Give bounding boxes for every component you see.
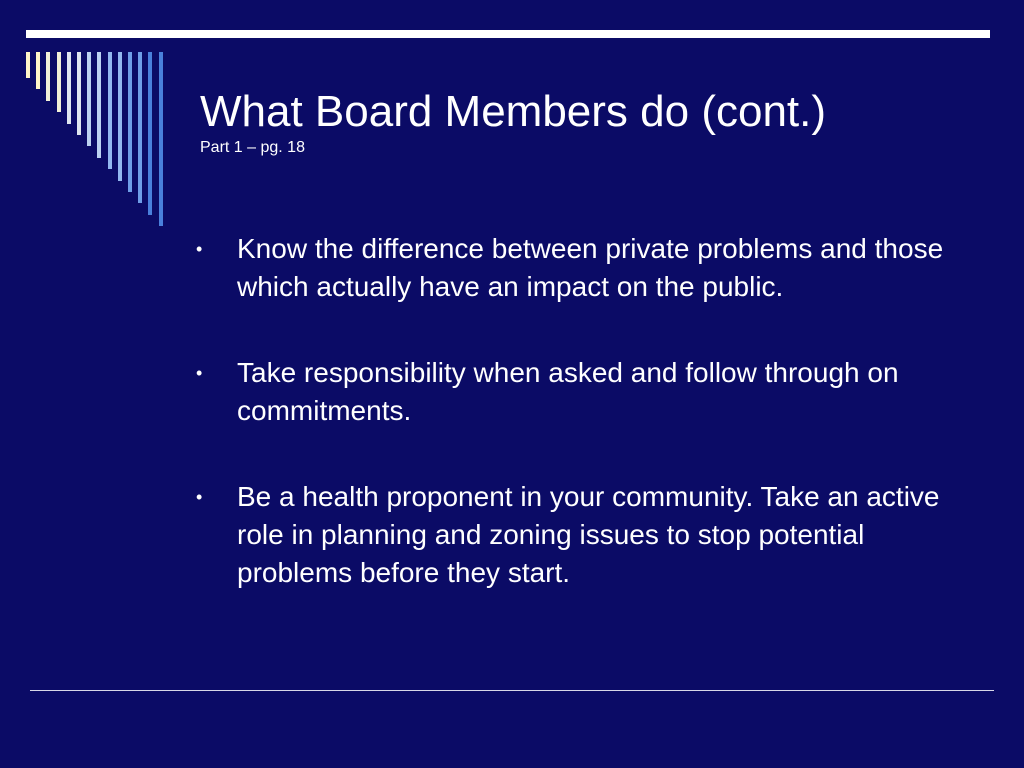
bullet-text: Be a health proponent in your community. Take an active role in planning and zoning issues to stop potential problems before they start.: [237, 481, 940, 588]
bullet-item: [196, 230, 976, 306]
slide-subtitle: Part 1 – pg. 18: [200, 139, 305, 156]
bullet-item: [196, 354, 976, 430]
bullet-text: Know the difference between private problems and those which actually have an impact on the public.: [237, 233, 944, 302]
stripe: [97, 52, 101, 158]
stripe: [36, 52, 40, 89]
bullet-marker: •: [196, 363, 203, 383]
stripe: [148, 52, 152, 215]
stripe: [46, 52, 50, 101]
stripe: [57, 52, 61, 112]
stripe: [77, 52, 81, 135]
slide-title: What Board Members do (cont.): [200, 87, 827, 136]
bullet-text: Take responsibility when asked and follow through on commitments.: [237, 357, 899, 426]
stripe: [118, 52, 122, 181]
stripe: [159, 52, 163, 226]
bullet-item: [196, 478, 976, 592]
top-rule: [26, 30, 990, 38]
title-block: [200, 86, 826, 158]
bullet-list: [196, 230, 976, 592]
stripe: [87, 52, 91, 146]
bullet-marker: •: [196, 239, 203, 259]
stripe: [67, 52, 71, 124]
stripe: [138, 52, 142, 203]
stripe: [26, 52, 30, 78]
bullet-marker: •: [196, 487, 203, 507]
stripe: [128, 52, 132, 192]
stripe: [108, 52, 112, 169]
bottom-rule: [30, 690, 994, 691]
